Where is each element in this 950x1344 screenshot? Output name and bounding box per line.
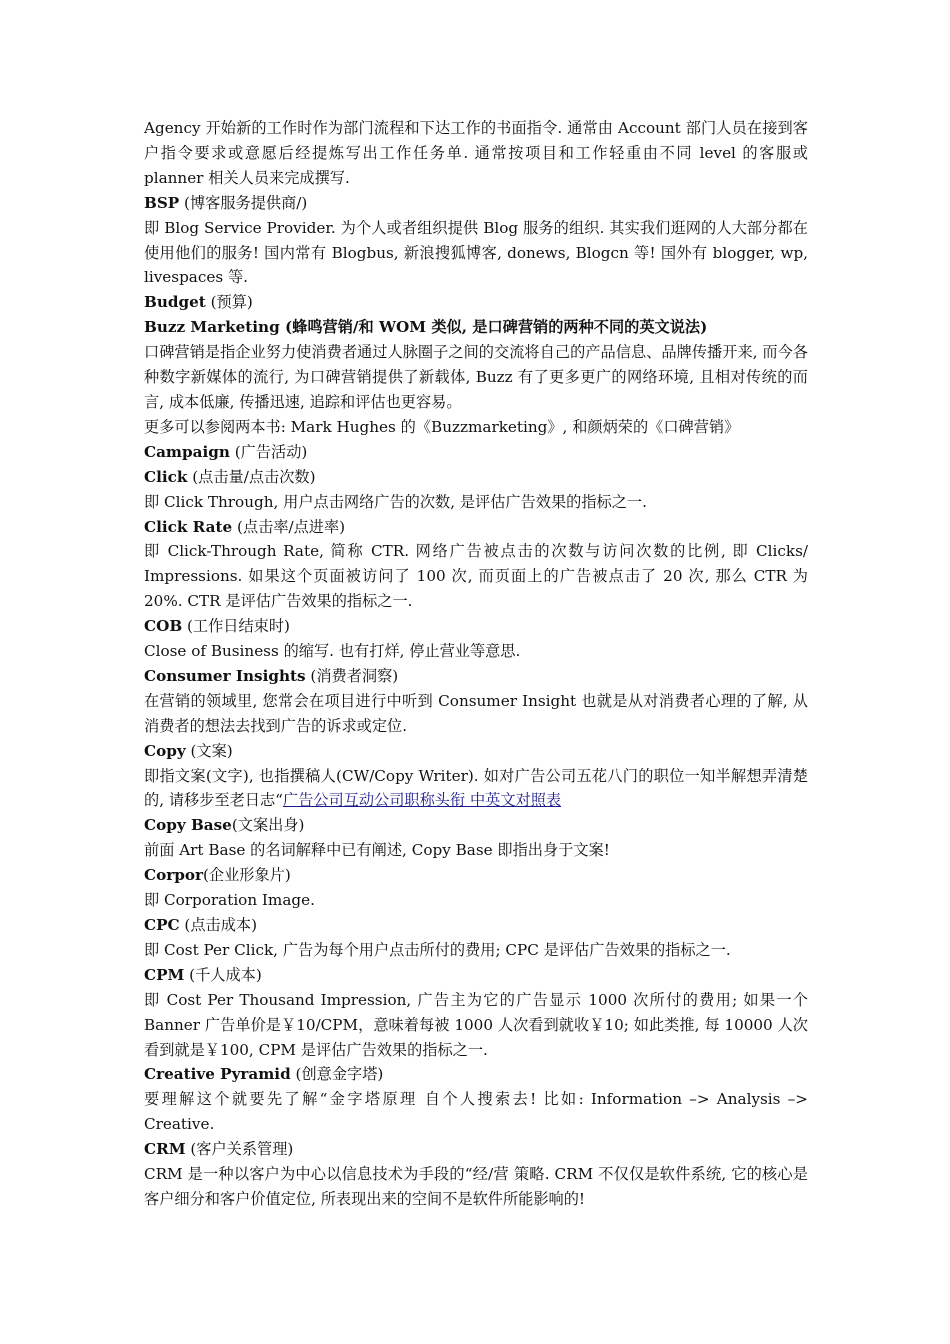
document-page (144, 116, 808, 1212)
desc-buzz-books: 更多可以参阅两本书: Mark Hughes 的《Buzzmarketing》, 和颜炳荣的《口碑营销》 (144, 417, 740, 436)
job-title-table-link[interactable]: 广告公司互动公司职称头衔 中英文对照表 (282, 791, 562, 810)
desc-crm: CRM 是一种以客户为中心以信息技术为手段的“经/营 策略. CRM 不仅仅是软件系统, 它的核心是客户细分和客户价值定位, 所表现出来的空间不是软件所能影响的! (144, 1165, 808, 1208)
desc-copy-base: 前面 Art Base 的名词解释中已有阐述, Copy Base 即指出身于文案! (144, 841, 610, 860)
desc-cob: Close of Business 的缩写. 也有打烊, 停止营业等意思. (144, 642, 521, 661)
term-consumer-insights (144, 664, 808, 689)
term-click-translation: (点击量/点击次数) (187, 467, 316, 486)
term-copy (144, 739, 808, 764)
term-corpor-name: Corpor (144, 866, 203, 885)
term-click-rate (144, 515, 808, 540)
term-budget-name: Budget (144, 293, 206, 312)
term-cpm (144, 963, 808, 988)
term-buzz-marketing (144, 315, 808, 340)
desc-creative-pyramid: 要理解这个就要先了解“金字塔原理 自个人搜索去! 比如: Information –> Analysis –> Creative. (144, 1090, 808, 1134)
term-crm-name: CRM (144, 1140, 186, 1159)
desc-buzz-marketing: 口碑营销是指企业努力使消费者通过人脉圈子之间的交流将自己的产品信息、品牌传播开来, 而今各种数字新媒体的流行, 为口碑营销提供了新载体, Buzz 有了更多更广的网络环境, 且相对传统的而言, 成本低廉, 传播迅速, 追踪和评估也更容易。 (144, 343, 808, 411)
term-bsp (144, 191, 808, 216)
term-cpc (144, 913, 808, 938)
term-cob (144, 614, 808, 639)
term-copy-translation: (文案) (185, 741, 233, 760)
term-consumer-name: Consumer Insights (144, 666, 306, 685)
term-cob-translation: (工作日结束时) (182, 617, 290, 636)
term-budget (144, 290, 808, 315)
term-pyramid-translation: (创意金字塔) (290, 1065, 384, 1084)
term-copy-base (144, 813, 808, 838)
desc-click-rate: 即 Click-Through Rate, 简称 CTR. 网络广告被点击的次数与访问次数的比例, 即 Clicks/ Impressions. 如果这个页面被访问了 100 次, 而页面上的广告被点击了 20 次, 那么 CTR 为 20%. CTR 是评估广告效果的指标之一. (144, 542, 808, 611)
desc-copy (144, 764, 808, 814)
term-copy-base-translation: (文案出身) (231, 816, 305, 835)
desc-copy-text: 即指文案(文字), 也指撰稿人(CW/Copy Writer). 如对广告公司五花八门的职位一知半解想弄清楚的, 请移步至老日志“ (144, 766, 808, 810)
term-cpm-name: CPM (144, 965, 185, 984)
term-cob-name: COB (144, 617, 183, 636)
term-budget-translation: (预算) (205, 293, 253, 312)
term-copy-base-name: Copy Base (144, 816, 232, 835)
term-corpor-translation: (企业形象片) (202, 866, 291, 885)
desc-consumer-insights: 在营销的领域里, 您常会在项目进行中听到 Consumer Insight 也就是从对消费者心理的了解, 从消费者的想法去找到广告的诉求或定位. (144, 691, 808, 735)
desc-cpc: 即 Cost Per Click, 广告为每个用户点击所付的费用; CPC 是评估广告效果的指标之一. (144, 940, 731, 959)
term-campaign (144, 440, 808, 465)
term-bsp-name: BSP (144, 193, 180, 212)
term-copy-name: Copy (144, 741, 186, 760)
term-cpc-name: CPC (144, 916, 180, 934)
desc-bsp: 即 Blog Service Provider. 为个人或者组织提供 Blog 服务的组织. 其实我们逛网的人大部分都在使用他们的服务! 国内常有 Blogbus, 新浪搜狐博客, donews, Blogcn 等! 国外有 blogger, wp, livespaces 等. (144, 218, 808, 287)
term-campaign-name: Campaign (144, 442, 230, 461)
desc-click: 即 Click Through, 用户点击网络广告的次数, 是评估广告效果的指标之一. (144, 492, 647, 511)
desc-cpm: 即 Cost Per Thousand Impression, 广告主为它的广告显示 1000 次所付的费用; 如果一个 Banner 广告单价是￥10/CPM，意味着每被 1000 人次看到就收￥10; 如此类推, 每 10000 人次看到就是￥100, CPM 是评估广告效果的指标之一. (144, 990, 808, 1059)
term-click-rate-name: Click Rate (144, 517, 233, 536)
term-crm-translation: (客户关系管理) (185, 1140, 294, 1159)
intro-paragraph: Agency 开始新的工作时作为部门流程和下达工作的书面指令. 通常由 Account 部门人员在接到客户指令要求或意愿后经提炼写出工作任务单. 通常按项目和工作轻重由不同 level 的客服或 planner 相关人员来完成撰写. (144, 119, 808, 187)
term-cpc-translation: (点击成本) (179, 916, 258, 934)
term-corpor (144, 863, 808, 888)
term-buzz-translation: (蜂鸣营销/和 WOM 类似, 是口碑营销的两种不同的英文说法) (279, 318, 708, 337)
desc-corpor: 即 Corporation Image. (144, 891, 315, 910)
term-click-rate-translation: (点击率/点进率) (232, 517, 346, 536)
term-cpm-translation: (千人成本) (184, 965, 262, 984)
term-campaign-translation: (广告活动) (229, 442, 308, 461)
term-click-name: Click (144, 467, 188, 486)
term-creative-pyramid (144, 1062, 808, 1087)
term-consumer-translation: (消费者洞察) (305, 666, 399, 685)
term-buzz-name: Buzz Marketing (144, 318, 280, 337)
term-bsp-translation: (博客服务提供商/) (179, 193, 308, 212)
term-pyramid-name: Creative Pyramid (144, 1065, 291, 1084)
term-click (144, 465, 808, 490)
term-crm (144, 1137, 808, 1162)
